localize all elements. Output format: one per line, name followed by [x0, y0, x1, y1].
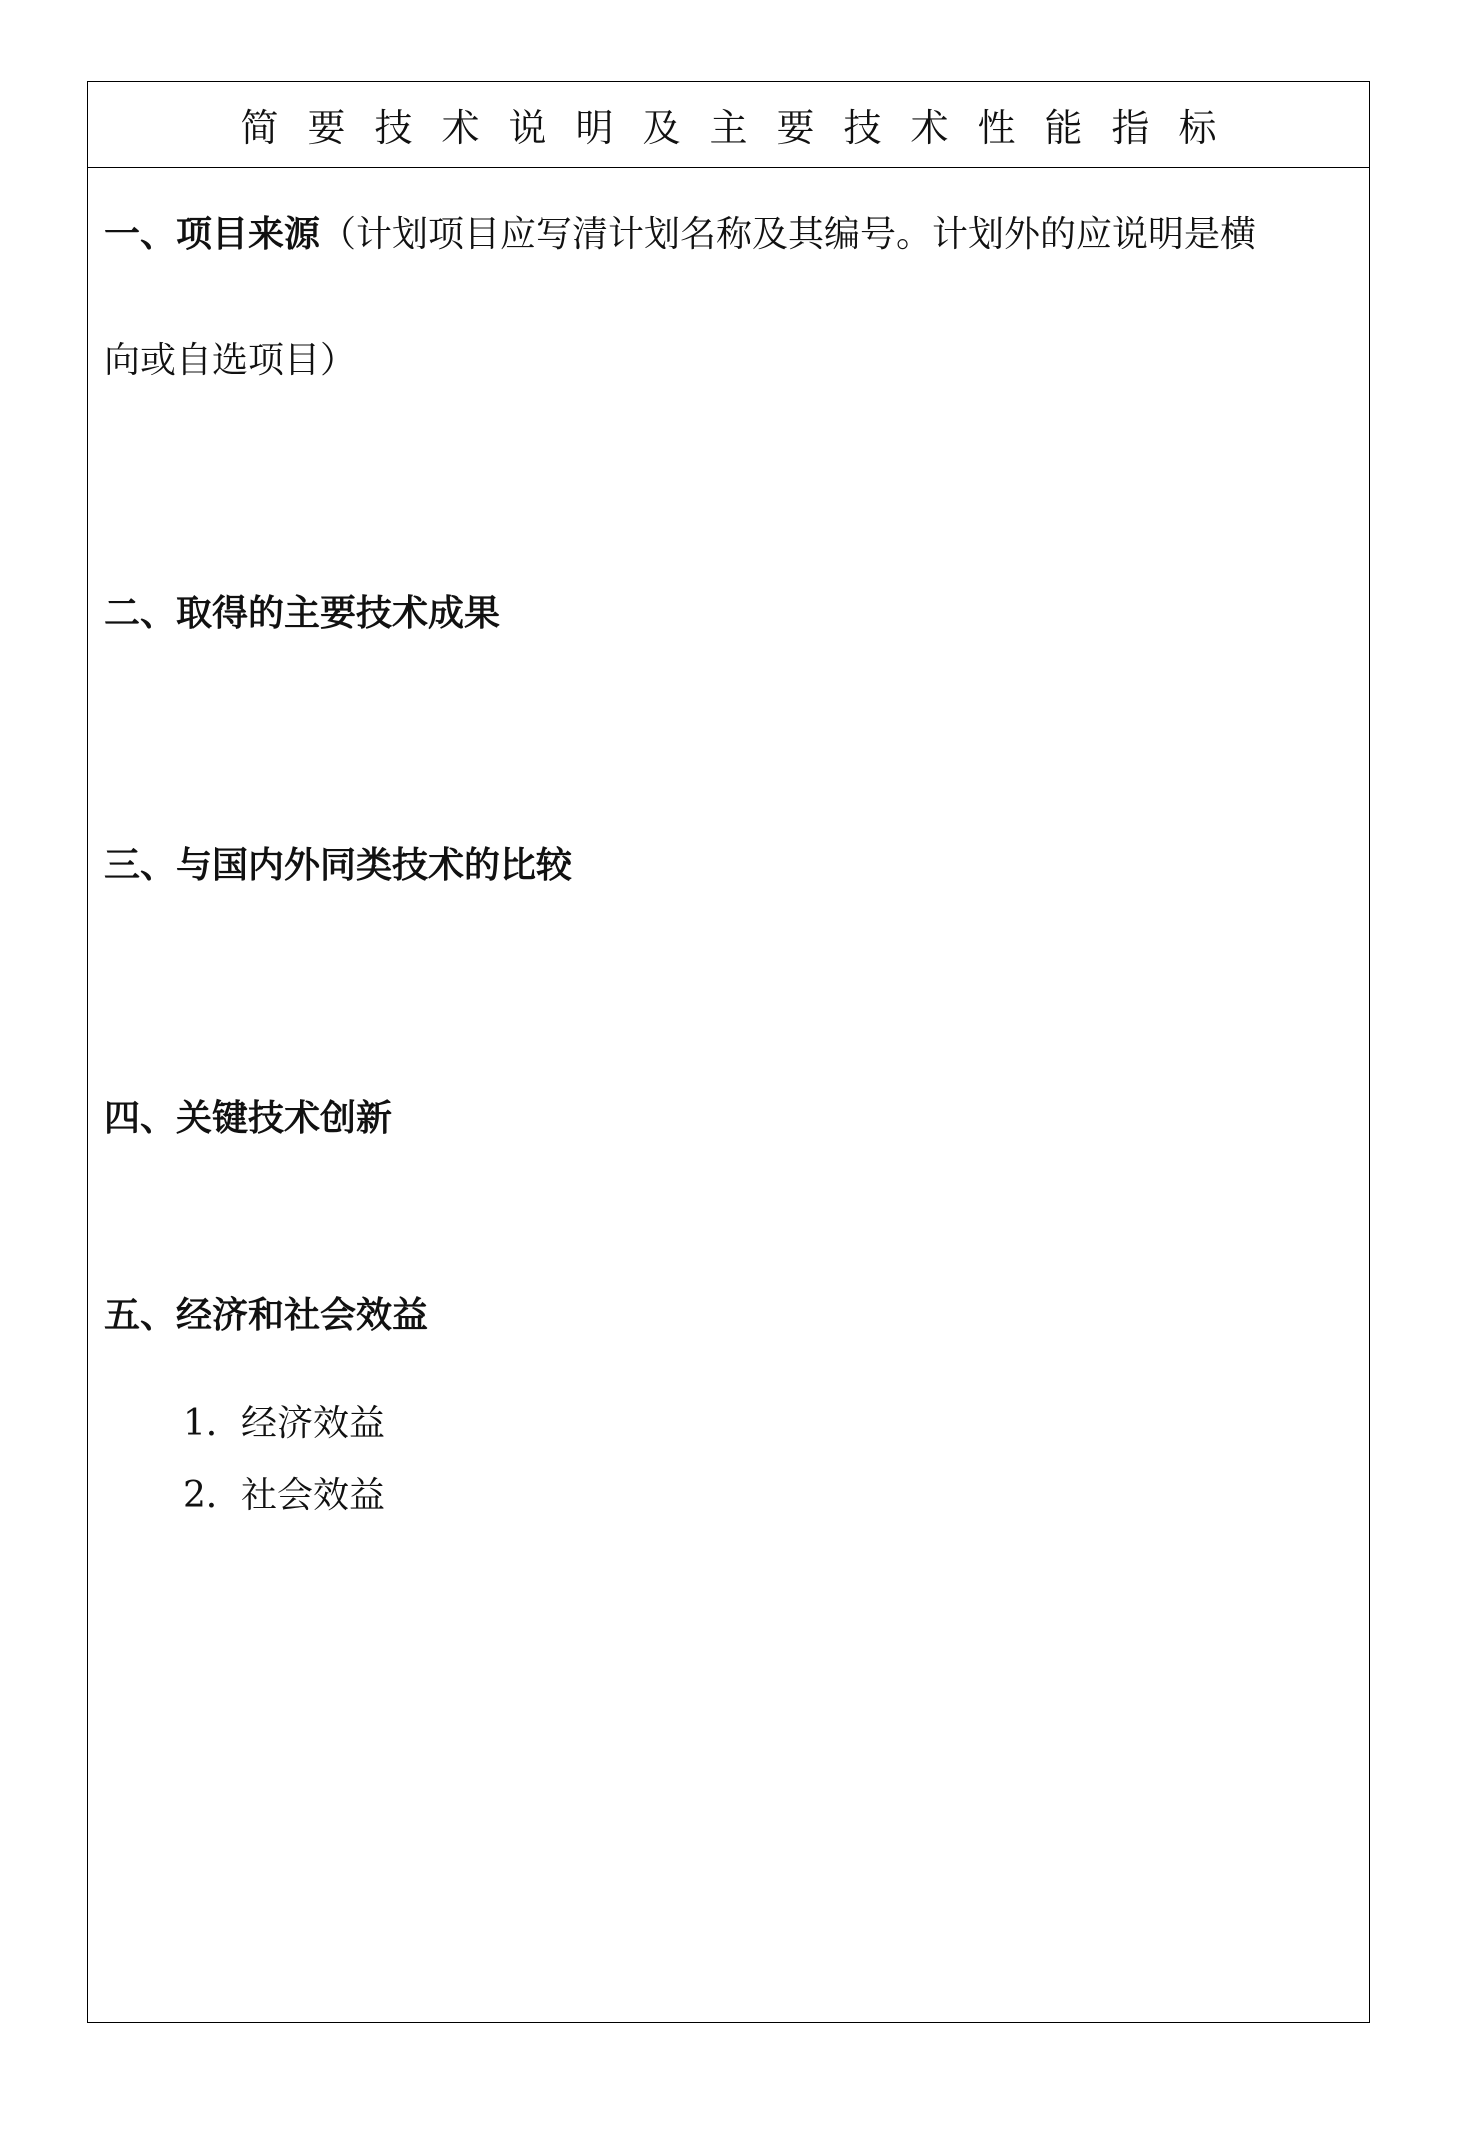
sub-item-economic-benefit [183, 1395, 385, 1446]
section-3-heading: 三、与国内外同类技术的比较 [104, 844, 573, 886]
section-4-heading: 四、关键技术创新 [104, 1097, 393, 1139]
form-title: 简要技术说明及主要技术性能指标 [240, 106, 1246, 150]
section-5-heading: 五、经济和社会效益 [104, 1294, 429, 1336]
sub-item-number: 1． [183, 1403, 242, 1444]
section-1-note-continued: 向或自选项目） [104, 340, 357, 381]
sub-item-number: 2． [183, 1475, 242, 1516]
section-1-note: （计划项目应写清计划名称及其编号。计划外的应说明是横 [320, 214, 1257, 255]
sub-item-label: 社会效益 [241, 1475, 386, 1516]
section-2-heading: 二、取得的主要技术成果 [104, 592, 501, 634]
form-header [88, 82, 1369, 168]
section-1-heading [104, 206, 1256, 257]
sub-item-label: 经济效益 [241, 1403, 386, 1444]
form-table [87, 81, 1370, 2023]
section-1-title: 一、项目来源 [104, 213, 321, 255]
sub-item-social-benefit [183, 1467, 385, 1518]
